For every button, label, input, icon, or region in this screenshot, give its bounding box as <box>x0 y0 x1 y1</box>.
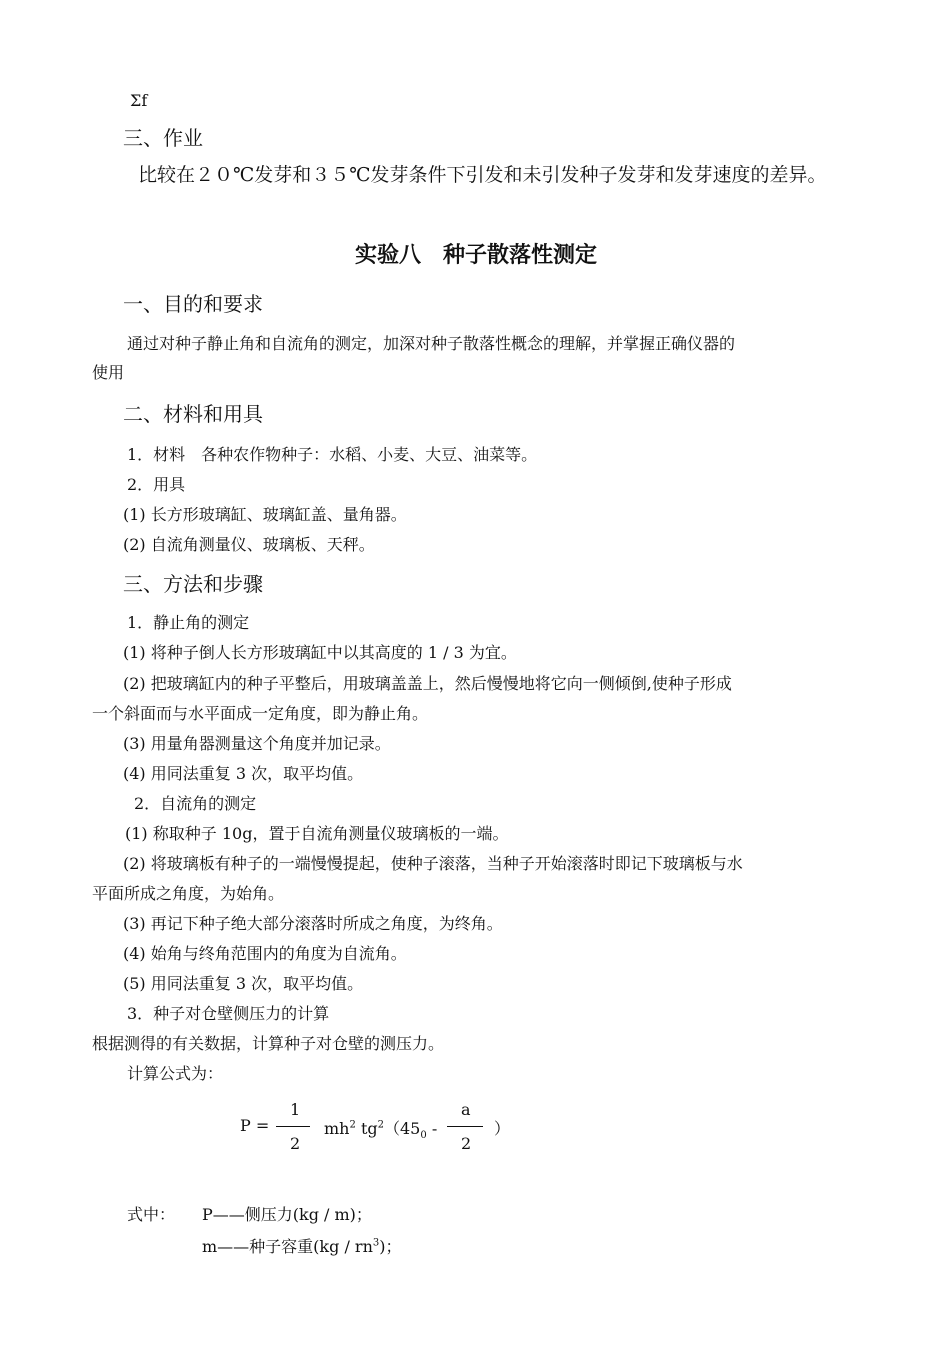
formula-denominator-2: 2 <box>461 1134 472 1153</box>
fraction-bar-2 <box>447 1126 483 1127</box>
formula-middle: $mh^2$ $tg^2(45_0$ - <box>324 1119 438 1142</box>
purpose-text-line1: 通过对种子静止角和自流角的测定，加深对种子散落性概念的理解，并掌握正确仪器的 <box>127 334 736 353</box>
variable-definition-m: m——种子容重$(kg / rn^3)$； <box>202 1237 402 1256</box>
section-heading-homework: 三、作业 <box>123 126 203 150</box>
method-step: 1．静止角的测定 <box>127 613 250 632</box>
purpose-text-line2: 使用 <box>92 363 125 382</box>
method-step-continued: 平面所成之角度，为始角。 <box>92 884 285 903</box>
method-step: (3) 再记下种子绝大部分滚落时所成之角度，为终角。 <box>123 914 503 933</box>
section-heading-methods: 三、方法和步骤 <box>123 572 263 596</box>
method-step: (4) 用同法重复 3 次，取平均值。 <box>123 764 364 783</box>
formula-close-paren: ） <box>494 1119 511 1138</box>
formula-numerator-2: a <box>461 1100 471 1119</box>
where-label: 式中： <box>127 1205 176 1224</box>
formula-intro: 计算公式为： <box>127 1064 224 1083</box>
method-step-continued: 根据测得的有关数据，计算种子对仓壁的测压力。 <box>92 1034 445 1053</box>
materials-item-3: (1) 长方形玻璃缸、玻璃缸盖、量角器。 <box>123 505 407 524</box>
method-step: (1) 称取种子 10g，置于自流角测量仪玻璃板的一端。 <box>125 824 509 843</box>
variable-definition-p: P——侧压力(kg / m)； <box>202 1205 372 1224</box>
experiment-title: 实验八 种子散落性测定 <box>354 242 597 268</box>
method-step: 2．自流角的测定 <box>134 794 257 813</box>
formula-denominator-1: 2 <box>290 1134 301 1153</box>
homework-text: 比较在２０℃发芽和３５℃发芽条件下引发和未引发种子发芽和发芽速度的差异。 <box>138 164 827 186</box>
materials-item-4: (2) 自流角测量仪、玻璃板、天秤。 <box>123 535 375 554</box>
method-step: 3．种子对仓壁侧压力的计算 <box>127 1004 330 1023</box>
materials-item-1: 1．材料 各种农作物种子：水稻、小麦、大豆、油菜等。 <box>127 445 538 464</box>
fraction-bar-1 <box>276 1126 310 1127</box>
sigma-f: Σf <box>130 91 148 110</box>
method-step: (5) 用同法重复 3 次，取平均值。 <box>123 974 364 993</box>
formula-lhs: P = <box>240 1116 270 1135</box>
section-heading-materials: 二、材料和用具 <box>123 402 263 426</box>
formula-numerator-1: 1 <box>290 1100 301 1119</box>
materials-item-2: 2．用具 <box>127 475 186 494</box>
method-step-continued: 一个斜面而与水平面成一定角度，即为静止角。 <box>92 704 429 723</box>
section-heading-purpose: 一、目的和要求 <box>123 292 263 316</box>
method-step: (1) 将种子倒人长方形玻璃缸中以其高度的 1 / 3 为宜。 <box>123 643 517 662</box>
method-step: (2) 将玻璃板有种子的一端慢慢提起，使种子滚落，当种子开始滚落时即记下玻璃板与水 <box>123 854 743 873</box>
method-step: (3) 用量角器测量这个角度并加记录。 <box>123 734 391 753</box>
method-step: (4) 始角与终角范围内的角度为自流角。 <box>123 944 407 963</box>
method-step: (2) 把玻璃缸内的种子平整后，用玻璃盖盖上，然后慢慢地将它向一侧倾倒,使种子形成 <box>123 674 732 693</box>
pressure-formula <box>240 1100 540 1156</box>
